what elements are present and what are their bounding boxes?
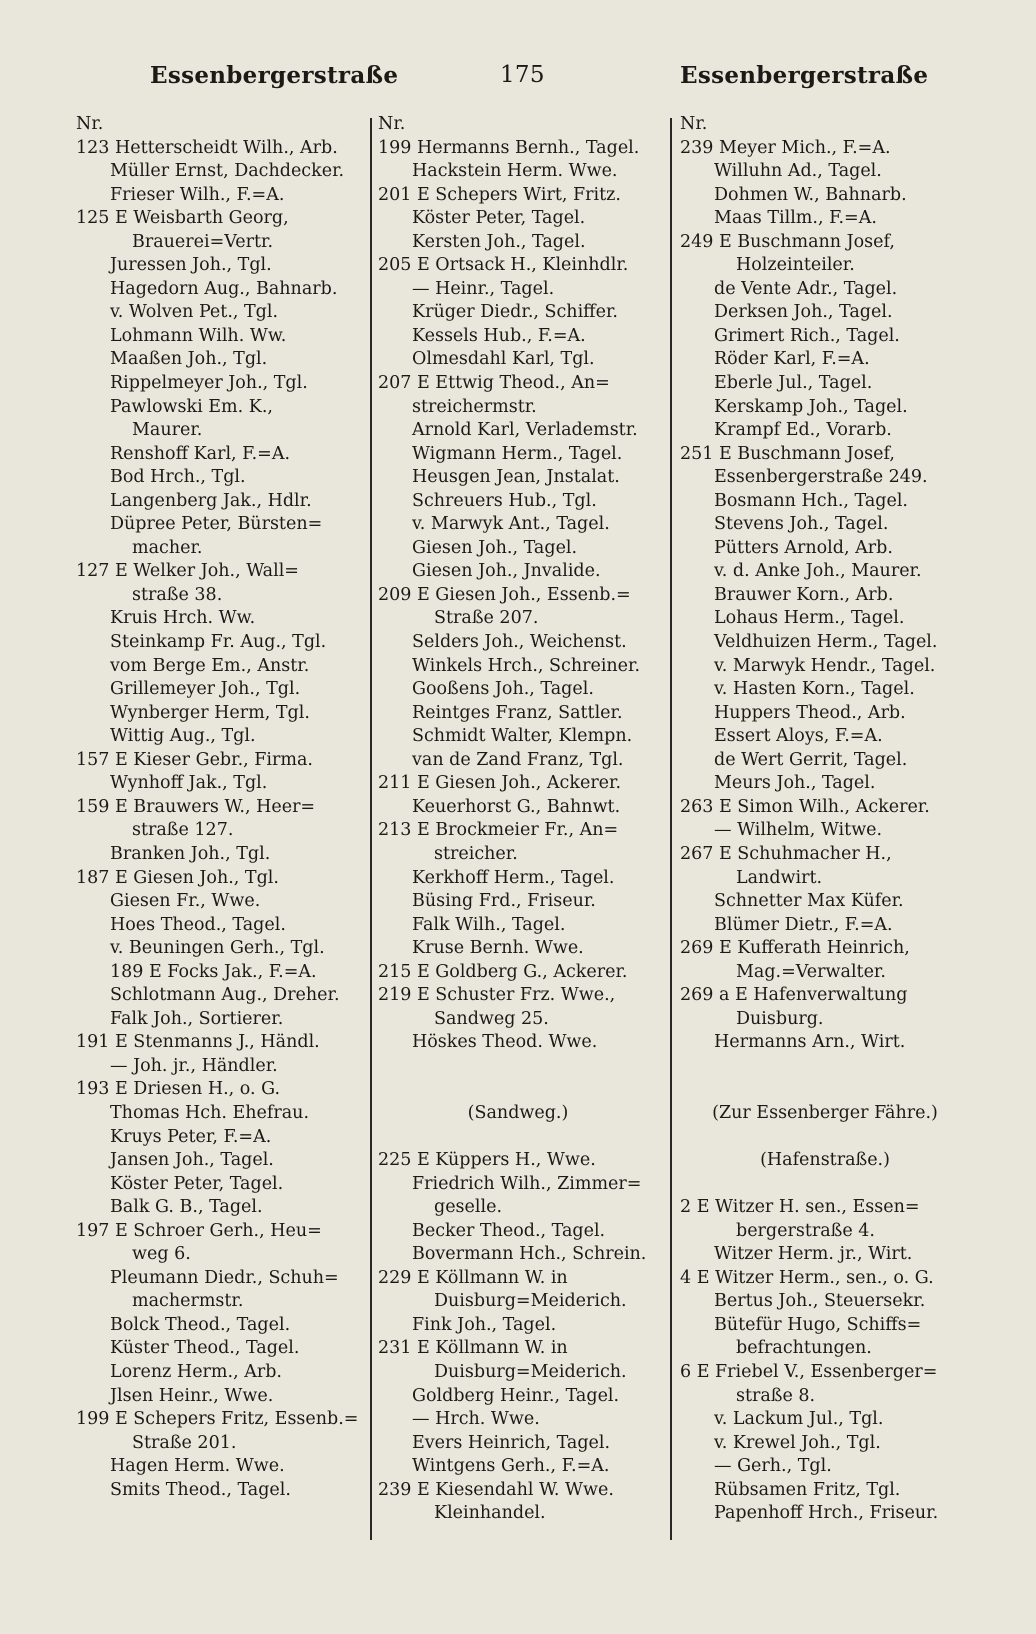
directory-line: 6 E Friebel V., Essenberger= — [680, 1361, 938, 1382]
directory-line: Stevens Joh., Tagel. — [714, 514, 889, 535]
directory-line: Wigmann Herm., Tagel. — [412, 443, 623, 464]
directory-line: vom Berge Em., Anstr. — [110, 655, 310, 676]
directory-line: 199 E Schepers Fritz, Essenb.= — [76, 1409, 359, 1430]
directory-line: Büsing Frd., Friseur. — [412, 891, 596, 912]
directory-line: straße 127. — [132, 820, 234, 841]
directory-line: Bolck Theod., Tagel. — [110, 1314, 291, 1335]
directory-line: 213 E Brockmeier Fr., An= — [378, 820, 619, 841]
directory-line: Rippelmeyer Joh., Tgl. — [110, 373, 308, 394]
directory-line: 123 Hetterscheidt Wilh., Arb. — [76, 137, 338, 158]
directory-line: Lohaus Herm., Tagel. — [714, 608, 905, 629]
directory-line: Kruys Peter, F.=A. — [110, 1126, 272, 1147]
directory-line: Wynberger Herm, Tgl. — [110, 702, 310, 723]
directory-line: Kruis Hrch. Ww. — [110, 608, 256, 629]
directory-line: Düpree Peter, Bürsten= — [110, 514, 323, 535]
directory-line: Eberle Jul., Tagel. — [714, 373, 873, 394]
directory-line: Straße 201. — [132, 1432, 237, 1453]
directory-line: Keuerhorst G., Bahnwt. — [412, 796, 621, 817]
column-rule-1 — [370, 118, 372, 1540]
directory-line: 239 E Kiesendahl W. Wwe. — [378, 1479, 614, 1500]
directory-line: Kessels Hub., F.=A. — [412, 325, 586, 346]
directory-line: v. Hasten Korn., Tagel. — [714, 679, 915, 700]
directory-line: Schnetter Max Küfer. — [714, 891, 904, 912]
section-heading: (Sandweg.) — [467, 1102, 569, 1123]
directory-line: straße 38. — [132, 584, 223, 605]
running-header-left: Essenbergerstraße — [150, 62, 399, 89]
directory-line: Schmidt Walter, Klempn. — [412, 726, 633, 747]
directory-line: macher. — [132, 537, 203, 558]
directory-line: 215 E Goldberg G., Ackerer. — [378, 961, 628, 982]
directory-line: Wintgens Gerh., F.=A. — [412, 1456, 610, 1477]
directory-line: Bovermann Hch., Schrein. — [412, 1244, 647, 1265]
directory-line: machermstr. — [132, 1291, 244, 1312]
directory-line: Nr. — [76, 114, 104, 134]
directory-line — [680, 1126, 980, 1150]
directory-line: Köster Peter, Tagel. — [412, 208, 586, 229]
directory-line: Mag.=Verwalter. — [736, 961, 886, 982]
directory-line: 197 E Schroer Gerh., Heu= — [76, 1220, 322, 1241]
directory-line — [680, 1055, 980, 1079]
directory-line: Lorenz Herm., Arb. — [110, 1361, 282, 1382]
directory-line: Giesen Joh., Jnvalide. — [412, 561, 601, 582]
directory-line: Bod Hrch., Tgl. — [110, 467, 246, 488]
directory-line: v. Beuningen Gerh., Tgl. — [110, 938, 325, 959]
directory-line: Hackstein Herm. Wwe. — [412, 161, 618, 182]
directory-line: Pleumann Diedr., Schuh= — [110, 1267, 339, 1288]
directory-line: Langenberg Jak., Hdlr. — [110, 490, 312, 511]
directory-line: Falk Wilh., Tagel. — [412, 914, 566, 935]
directory-line: Giesen Joh., Tagel. — [412, 537, 578, 558]
directory-line: Huppers Theod., Arb. — [714, 702, 906, 723]
directory-line: — Heinr., Tagel. — [412, 278, 555, 299]
directory-line: 207 E Ettwig Theod., An= — [378, 373, 610, 394]
directory-line: Pawlowski Em. K., — [110, 396, 273, 417]
directory-line: 159 E Brauwers W., Heer= — [76, 796, 316, 817]
directory-line: Falk Joh., Sortierer. — [110, 1008, 284, 1029]
directory-line: Duisburg=Meiderich. — [434, 1291, 627, 1312]
directory-line: Friedrich Wilh., Zimmer= — [412, 1173, 642, 1194]
directory-line: 187 E Giesen Joh., Tgl. — [76, 867, 279, 888]
directory-line: Thomas Hch. Ehefrau. — [110, 1102, 310, 1123]
directory-line: Müller Ernst, Dachdecker. — [110, 161, 345, 182]
directory-line: Winkels Hrch., Schreiner. — [412, 655, 641, 676]
directory-line: v. Krewel Joh., Tgl. — [714, 1432, 881, 1453]
directory-line: de Wert Gerrit, Tagel. — [714, 749, 908, 770]
directory-line: geselle. — [434, 1197, 503, 1218]
page-number: 175 — [500, 62, 545, 88]
directory-line: Essenbergerstraße 249. — [714, 467, 928, 488]
directory-line: Meurs Joh., Tagel. — [714, 773, 876, 794]
directory-line: Bütefür Hugo, Schiffs= — [714, 1314, 922, 1335]
directory-line: Heusgen Jean, Jnstalat. — [412, 467, 620, 488]
directory-line: Kerkhoff Herm., Tagel. — [412, 867, 615, 888]
directory-line: Hermanns Arn., Wirt. — [714, 1032, 906, 1053]
directory-line: weg 6. — [132, 1244, 191, 1265]
directory-line: Höskes Theod. Wwe. — [412, 1032, 598, 1053]
directory-line: Renshoff Karl, F.=A. — [110, 443, 291, 464]
directory-line: streicher. — [434, 843, 518, 864]
directory-line: Brauerei=Vertr. — [132, 231, 274, 252]
directory-line: Smits Theod., Tagel. — [110, 1479, 291, 1500]
directory-line: Bosmann Hch., Tagel. — [714, 490, 908, 511]
directory-line: 157 E Kieser Gebr., Firma. — [76, 749, 313, 770]
directory-line: 225 E Küppers H., Wwe. — [378, 1150, 596, 1171]
directory-line: 231 E Köllmann W. in — [378, 1338, 568, 1359]
directory-line: Krüger Diedr., Schiffer. — [412, 302, 618, 323]
directory-line: Bertus Joh., Steuersekr. — [714, 1291, 926, 1312]
column-rule-2 — [670, 118, 672, 1540]
directory-line: 249 E Buschmann Josef, — [680, 231, 895, 252]
directory-line: v. Wolven Pet., Tgl. — [110, 302, 279, 323]
directory-line: v. Marwyk Hendr., Tagel. — [714, 655, 936, 676]
directory-line: Holzeinteiler. — [736, 255, 855, 276]
directory-line: 2 E Witzer H. sen., Essen= — [680, 1197, 920, 1218]
directory-line: van de Zand Franz, Tgl. — [412, 749, 624, 770]
directory-line: Grimert Rich., Tagel. — [714, 325, 900, 346]
directory-line: Frieser Wilh., F.=A. — [110, 184, 285, 205]
directory-line: Krampf Ed., Vorarb. — [714, 420, 892, 441]
directory-line: 189 E Focks Jak., F.=A. — [110, 961, 317, 982]
directory-line: Nr. — [378, 114, 406, 134]
directory-line: Branken Joh., Tgl. — [110, 843, 271, 864]
column-3 — [680, 113, 980, 1526]
directory-line: 229 E Köllmann W. in — [378, 1267, 568, 1288]
directory-line: v. Marwyk Ant., Tagel. — [412, 514, 610, 535]
directory-line: 239 Meyer Mich., F.=A. — [680, 137, 891, 158]
directory-line — [680, 1173, 980, 1197]
directory-line: 219 E Schuster Frz. Wwe., — [378, 985, 616, 1006]
directory-line: Maas Tillm., F.=A. — [714, 208, 877, 229]
directory-line: — Gerh., Tgl. — [714, 1456, 832, 1477]
directory-line: Jansen Joh., Tagel. — [110, 1150, 274, 1171]
directory-line: Rübsamen Fritz, Tgl. — [714, 1479, 901, 1500]
directory-line: Goldberg Heinr., Tagel. — [412, 1385, 620, 1406]
directory-line: 269 a E Hafenverwaltung — [680, 985, 908, 1006]
directory-line: Papenhoff Hrch., Friseur. — [714, 1503, 939, 1524]
directory-line: Maurer. — [132, 420, 203, 441]
directory-line — [378, 1078, 668, 1102]
running-header-right: Essenbergerstraße — [680, 62, 929, 89]
directory-line: Maaßen Joh., Tgl. — [110, 349, 268, 370]
directory-line: Schlotmann Aug., Dreher. — [110, 985, 340, 1006]
directory-line: Grillemeyer Joh., Tgl. — [110, 679, 301, 700]
directory-line: Arnold Karl, Verlademstr. — [412, 420, 638, 441]
directory-line: straße 8. — [736, 1385, 816, 1406]
directory-line: Duisburg. — [736, 1008, 824, 1029]
column-1 — [76, 113, 366, 1502]
directory-line: Lohmann Wilh. Ww. — [110, 325, 287, 346]
directory-line: Kersten Joh., Tagel. — [412, 231, 586, 252]
directory-line: Hagen Herm. Wwe. — [110, 1456, 285, 1477]
directory-line: Hagedorn Aug., Bahnarb. — [110, 278, 338, 299]
directory-line: bergerstraße 4. — [736, 1220, 875, 1241]
directory-line: streichermstr. — [412, 396, 537, 417]
directory-line: Dohmen W., Bahnarb. — [714, 184, 907, 205]
directory-line: Schreuers Hub., Tgl. — [412, 490, 597, 511]
directory-line: Kleinhandel. — [434, 1503, 546, 1524]
directory-line: Willuhn Ad., Tagel. — [714, 161, 882, 182]
directory-line: Röder Karl, F.=A. — [714, 349, 870, 370]
directory-line: Jlsen Heinr., Wwe. — [110, 1385, 274, 1406]
directory-line: v. Lackum Jul., Tgl. — [714, 1409, 884, 1430]
directory-line: Landwirt. — [736, 867, 823, 888]
directory-line — [378, 1126, 668, 1150]
directory-line: Steinkamp Fr. Aug., Tgl. — [110, 632, 327, 653]
directory-line: Giesen Fr., Wwe. — [110, 891, 261, 912]
directory-line: Kruse Bernh. Wwe. — [412, 938, 584, 959]
directory-line: 269 E Kufferath Heinrich, — [680, 938, 910, 959]
section-heading: (Zur Essenberger Fähre.) — [712, 1102, 938, 1123]
directory-line: Balk G. B., Tagel. — [110, 1197, 263, 1218]
directory-line: Veldhuizen Herm., Tagel. — [714, 632, 938, 653]
directory-line: Nr. — [680, 114, 708, 134]
directory-line: Küster Theod., Tagel. — [110, 1338, 300, 1359]
directory-line: Selders Joh., Weichenst. — [412, 632, 627, 653]
directory-line — [680, 1078, 980, 1102]
directory-line: Wittig Aug., Tgl. — [110, 726, 256, 747]
directory-line: Wynhoff Jak., Tgl. — [110, 773, 268, 794]
directory-line: Derksen Joh., Tagel. — [714, 302, 893, 323]
directory-line: 191 E Stenmanns J., Händl. — [76, 1032, 320, 1053]
directory-line: 127 E Welker Joh., Wall= — [76, 561, 299, 582]
directory-line: 205 E Ortsack H., Kleinhdlr. — [378, 255, 629, 276]
directory-line: Pütters Arnold, Arb. — [714, 537, 893, 558]
directory-line: Essert Aloys, F.=A. — [714, 726, 883, 747]
directory-line: — Joh. jr., Händler. — [110, 1055, 278, 1076]
column-2 — [378, 113, 668, 1526]
directory-line: befrachtungen. — [736, 1338, 872, 1359]
directory-line: Juressen Joh., Tgl. — [110, 255, 272, 276]
directory-line: 263 E Simon Wilh., Ackerer. — [680, 796, 930, 817]
directory-line: Fink Joh., Tagel. — [412, 1314, 557, 1335]
directory-line: Evers Heinrich, Tagel. — [412, 1432, 611, 1453]
directory-line: Sandweg 25. — [434, 1008, 549, 1029]
directory-line: 125 E Weisbarth Georg, — [76, 208, 289, 229]
directory-line: 201 E Schepers Wirt, Fritz. — [378, 184, 621, 205]
directory-line: Kerskamp Joh., Tagel. — [714, 396, 908, 417]
directory-line: Köster Peter, Tagel. — [110, 1173, 284, 1194]
directory-line: — Hrch. Wwe. — [412, 1409, 540, 1430]
directory-line: 199 Hermanns Bernh., Tagel. — [378, 137, 640, 158]
directory-line: Duisburg=Meiderich. — [434, 1361, 627, 1382]
directory-line: de Vente Adr., Tagel. — [714, 278, 898, 299]
directory-line: 211 E Giesen Joh., Ackerer. — [378, 773, 622, 794]
directory-line: Olmesdahl Karl, Tgl. — [412, 349, 595, 370]
directory-line: Blümer Dietr., F.=A. — [714, 914, 893, 935]
directory-line — [378, 1055, 668, 1079]
directory-line: v. d. Anke Joh., Maurer. — [714, 561, 922, 582]
directory-line: Gooßens Joh., Tagel. — [412, 679, 594, 700]
directory-line: Straße 207. — [434, 608, 539, 629]
directory-line: Brauwer Korn., Arb. — [714, 584, 894, 605]
directory-line: 267 E Schuhmacher H., — [680, 843, 892, 864]
directory-line: 209 E Giesen Joh., Essenb.= — [378, 584, 631, 605]
directory-line: 4 E Witzer Herm., sen., o. G. — [680, 1267, 934, 1288]
directory-line: 251 E Buschmann Josef, — [680, 443, 895, 464]
directory-line: — Wilhelm, Witwe. — [714, 820, 883, 841]
directory-line: Witzer Herm. jr., Wirt. — [714, 1244, 913, 1265]
directory-line: 193 E Driesen H., o. G. — [76, 1079, 281, 1100]
directory-line: Reintges Franz, Sattler. — [412, 702, 623, 723]
directory-line: Hoes Theod., Tagel. — [110, 914, 286, 935]
directory-line: Becker Theod., Tagel. — [412, 1220, 606, 1241]
section-heading: (Hafenstraße.) — [760, 1150, 890, 1171]
